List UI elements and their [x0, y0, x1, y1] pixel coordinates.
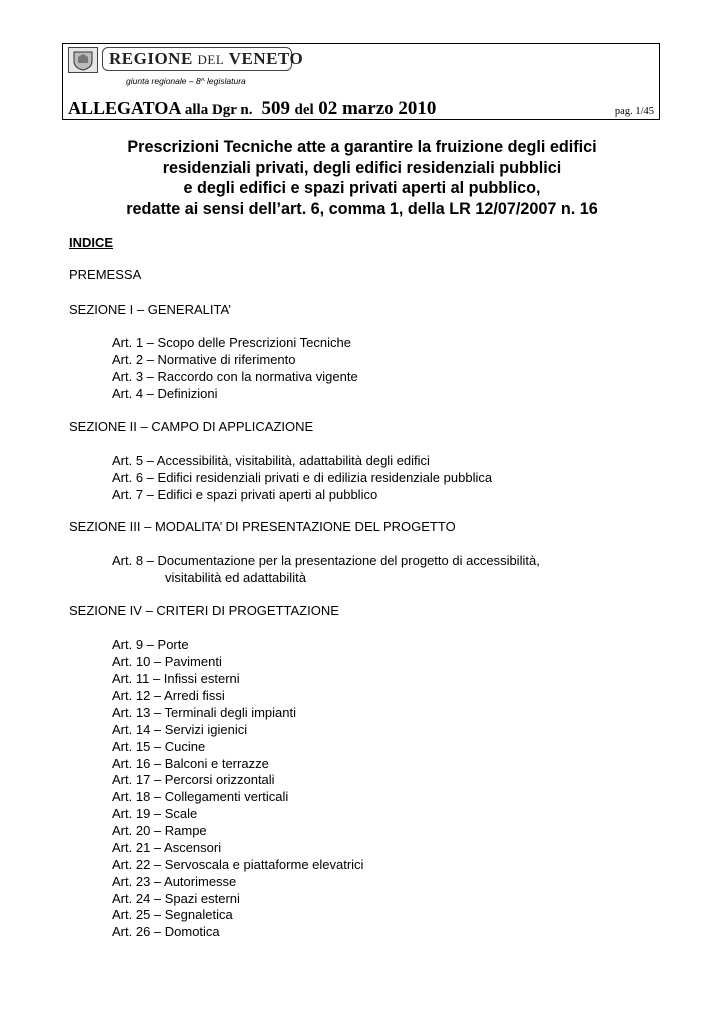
toc-entry: Art. 7 – Edifici e spazi privati aperti al pubblico: [112, 487, 378, 502]
toc-entry: Art. 20 – Rampe: [112, 823, 207, 838]
toc-entry: Art. 24 – Spazi esterni: [112, 891, 240, 906]
toc-entry: Art. 12 – Arredi fissi: [112, 688, 225, 703]
toc-entry: Art. 1 – Scopo delle Prescrizioni Tecniche: [112, 335, 351, 350]
document-title: [62, 137, 662, 219]
section-1-heading: SEZIONE I – GENERALITA’: [69, 302, 232, 317]
toc-entry: Art. 18 – Collegamenti verticali: [112, 789, 289, 804]
section-4-heading: SEZIONE IV – CRITERI DI PROGETTAZIONE: [69, 603, 339, 618]
toc-entry: Art. 14 – Servizi igienici: [112, 722, 248, 737]
document-header: [62, 43, 660, 120]
region-name: REGIONE DEL VENETO: [102, 47, 292, 71]
toc-entry: Art. 9 – Porte: [112, 637, 189, 652]
title-line: e degli edifici e spazi privati aperti al pubblico,: [183, 179, 541, 197]
toc-entry: Art. 13 – Terminali degli impianti: [112, 705, 297, 720]
toc-entry: Art. 23 – Autorimesse: [112, 874, 237, 889]
allegato-title: ALLEGATOA alla Dgr n. 509 del 02 marzo 2010: [68, 98, 437, 119]
toc-entry: Art. 16 – Balconi e terrazze: [112, 756, 269, 771]
toc-entry: Art. 4 – Definizioni: [112, 386, 218, 401]
title-line: Prescrizioni Tecniche atte a garantire la fruizione degli edifici: [127, 138, 597, 156]
index-heading: INDICE: [69, 235, 114, 250]
toc-entry: Art. 8 – Documentazione per la presentazione del progetto di accessibilità,: [112, 553, 540, 568]
giunta-label: giunta regionale – 8^ legislatura: [126, 76, 246, 86]
section-3-heading: SEZIONE III – MODALITA’ DI PRESENTAZIONE DEL PROGETTO: [69, 519, 456, 534]
toc-entry: Art. 11 – Infissi esterni: [112, 671, 240, 686]
premessa-entry: PREMESSA: [69, 267, 142, 282]
coat-of-arms-icon: [68, 47, 98, 73]
toc-entry: Art. 19 – Scale: [112, 806, 198, 821]
toc-entry: Art. 5 – Accessibilità, visitabilità, adattabilità degli edifici: [112, 453, 430, 468]
title-line: redatte ai sensi dell’art. 6, comma 1, della LR 12/07/2007 n. 16: [126, 199, 598, 218]
toc-entry: Art. 10 – Pavimenti: [112, 654, 222, 669]
toc-entry: Art. 6 – Edifici residenziali privati e di edilizia residenziale pubblica: [112, 470, 493, 485]
toc-entry: Art. 15 – Cucine: [112, 739, 206, 754]
toc-entry: Art. 21 – Ascensori: [112, 840, 222, 855]
toc-entry: Art. 22 – Servoscala e piattaforme elevatrici: [112, 857, 364, 872]
toc-entry: Art. 25 – Segnaletica: [112, 907, 233, 922]
toc-entry: Art. 3 – Raccordo con la normativa vigente: [112, 369, 358, 384]
page-number: pag. 1/45: [614, 106, 654, 117]
toc-entry: Art. 26 – Domotica: [112, 924, 220, 939]
toc-entry: Art. 17 – Percorsi orizzontali: [112, 772, 275, 787]
title-line: residenziali privati, degli edifici residenziali pubblici: [162, 158, 562, 177]
toc-entry: Art. 2 – Normative di riferimento: [112, 352, 296, 367]
toc-entry-continuation: visitabilità ed adattabilità: [165, 570, 306, 585]
section-2-heading: SEZIONE II – CAMPO DI APPLICAZIONE: [69, 419, 314, 434]
